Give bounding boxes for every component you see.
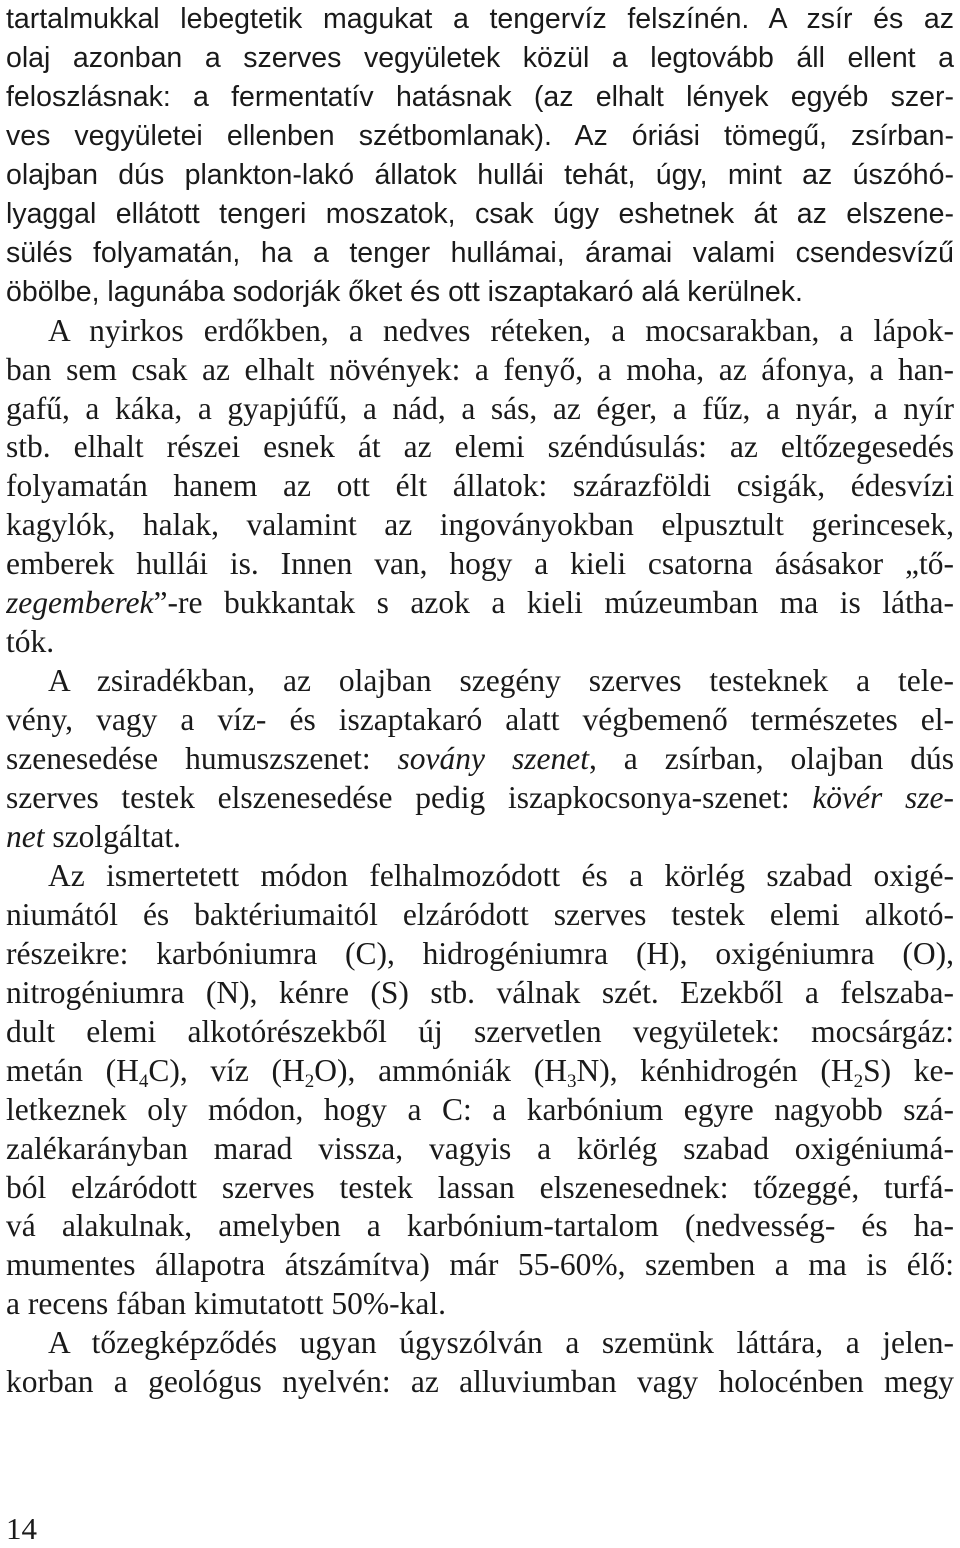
text-span: szolgáltat. bbox=[44, 818, 181, 854]
text-line: gafű, a káka, a gyapjúfű, a nád, a sás, az éger, a fűz, a nyár, a nyír bbox=[6, 390, 954, 426]
formula-text: O), ammóniák (H bbox=[314, 1052, 567, 1088]
text-line bbox=[6, 584, 954, 623]
text-span: ”-re bukkantak s azok a kieli múzeumban ma is látha- bbox=[153, 585, 954, 621]
text-line: ban sem csak az elhalt növények: a fenyő, a moha, az áfonya, a han- bbox=[6, 351, 954, 387]
text-span: szenesedése humuszszenet: bbox=[6, 741, 398, 777]
text-span: , a zsírban, olajban dús bbox=[588, 741, 954, 777]
text-line: lyaggal ellátott tengeri moszatok, csak úgy eshetnek át az elszene- bbox=[6, 197, 954, 230]
text-line: ves vegyületei ellenben szétbomlanak). Az óriási tömegű, zsírban- bbox=[6, 119, 954, 152]
formula-subscript: 3 bbox=[566, 1070, 577, 1091]
text-line: nitrogéniumra (N), kénre (S) stb. válnak szét. Ezekből a felszaba- bbox=[6, 974, 954, 1010]
text-line bbox=[6, 818, 954, 857]
formula-text: metán (H bbox=[6, 1052, 139, 1088]
formula-subscript: 2 bbox=[853, 1070, 864, 1091]
formula-subscript: 4 bbox=[138, 1070, 149, 1091]
text-line: tartalmukkal lebegtetik magukat a tengervíz felszínén. A zsír és az bbox=[6, 3, 954, 35]
formula-text: S) ke- bbox=[863, 1052, 954, 1088]
text-line: ból elzáródott szerves testek lassan elszenesednek: tőzeggé, turfá- bbox=[6, 1169, 954, 1205]
formula-subscript: 2 bbox=[304, 1070, 315, 1091]
text-line bbox=[6, 740, 954, 779]
text-line: stb. elhalt részei esnek át az elemi széndúsulás: az eltőzegesedés bbox=[6, 429, 954, 465]
text-line: öbölbe, lagunába sodorják őket és ott iszaptakaró alá kerülnek. bbox=[6, 275, 803, 308]
text-line: korban a geológus nyelvén: az alluviumban vagy holocénben megy bbox=[6, 1364, 954, 1400]
text-line: a recens fában kimutatott 50%-kal. bbox=[6, 1286, 446, 1322]
text-line: letkeznek oly módon, hogy a C: a karbónium egyre nagyobb szá- bbox=[6, 1091, 954, 1127]
italic-term: zegemberek bbox=[6, 585, 154, 621]
text-line: A tőzegképződés ugyan úgyszólván a szemünk láttára, a jelen- bbox=[48, 1325, 954, 1361]
text-line: sülés folyamatán, ha a tenger hullámai, áramai valami csendesvízű bbox=[6, 236, 954, 269]
text-line: zalékarányban marad vissza, vagyis a körlég szabad oxigéniumá- bbox=[6, 1130, 954, 1166]
text-line: emberek hullái is. Innen van, hogy a kieli csatorna ásásakor „tő- bbox=[6, 546, 954, 582]
text-span: szerves testek elszenesedése pedig iszapkocsonya-szenet: bbox=[6, 780, 813, 815]
formula-text: N), kénhidrogén (H bbox=[576, 1052, 854, 1088]
text-line: Az ismertetett módon felhalmozódott és a körlég szabad oxigé- bbox=[48, 857, 954, 893]
italic-term: sovány szenet bbox=[397, 741, 589, 777]
text-line: mumentes állapotra átszámítva) már 55-60%, szemben a ma is élő: bbox=[6, 1247, 954, 1283]
italic-term: net bbox=[6, 818, 45, 854]
text-line: olaj azonban a szerves vegyületek közül a legtovább áll ellent a bbox=[6, 41, 954, 74]
text-line bbox=[6, 1052, 954, 1091]
formula-text: C), víz (H bbox=[148, 1052, 305, 1088]
text-line: niumától és baktériumaitól elzáródott szerves testek elemi alkotó- bbox=[6, 896, 954, 932]
text-line: tók. bbox=[6, 624, 55, 660]
text-line: vá alakulnak, amelyben a karbónium-tartalom (nedvesség- és ha- bbox=[6, 1208, 954, 1244]
text-line: kagylók, halak, valamint az ingoványokban elpusztult gerincesek, bbox=[6, 507, 954, 543]
text-line: olajban dús plankton-lakó állatok hullái tehát, úgy, mint az úszóhó- bbox=[6, 158, 954, 191]
page-number: 14 bbox=[6, 1511, 37, 1546]
text-line: részeikre: karbóniumra (C), hidrogéniumra (H), oxigéniumra (O), bbox=[6, 935, 954, 971]
text-line: dult elemi alkotórészekből új szervetlen vegyületek: mocsárgáz: bbox=[6, 1013, 954, 1049]
text-line: folyamatán hanem az ott élt állatok: szárazföldi csigák, édesvízi bbox=[6, 468, 954, 504]
text-line: A zsiradékban, az olajban szegény szerves testeknek a tele- bbox=[48, 663, 954, 699]
text-line: vény, vagy a víz- és iszaptakaró alatt végbemenő természetes el- bbox=[6, 702, 954, 738]
italic-term: kövér sze- bbox=[812, 780, 954, 815]
text-line bbox=[6, 779, 954, 818]
text-line: A nyirkos erdőkben, a nedves réteken, a mocsarakban, a lápok- bbox=[48, 312, 954, 348]
text-line: feloszlásnak: a fermentatív hatásnak (az elhalt lények egyéb szer- bbox=[6, 80, 954, 113]
